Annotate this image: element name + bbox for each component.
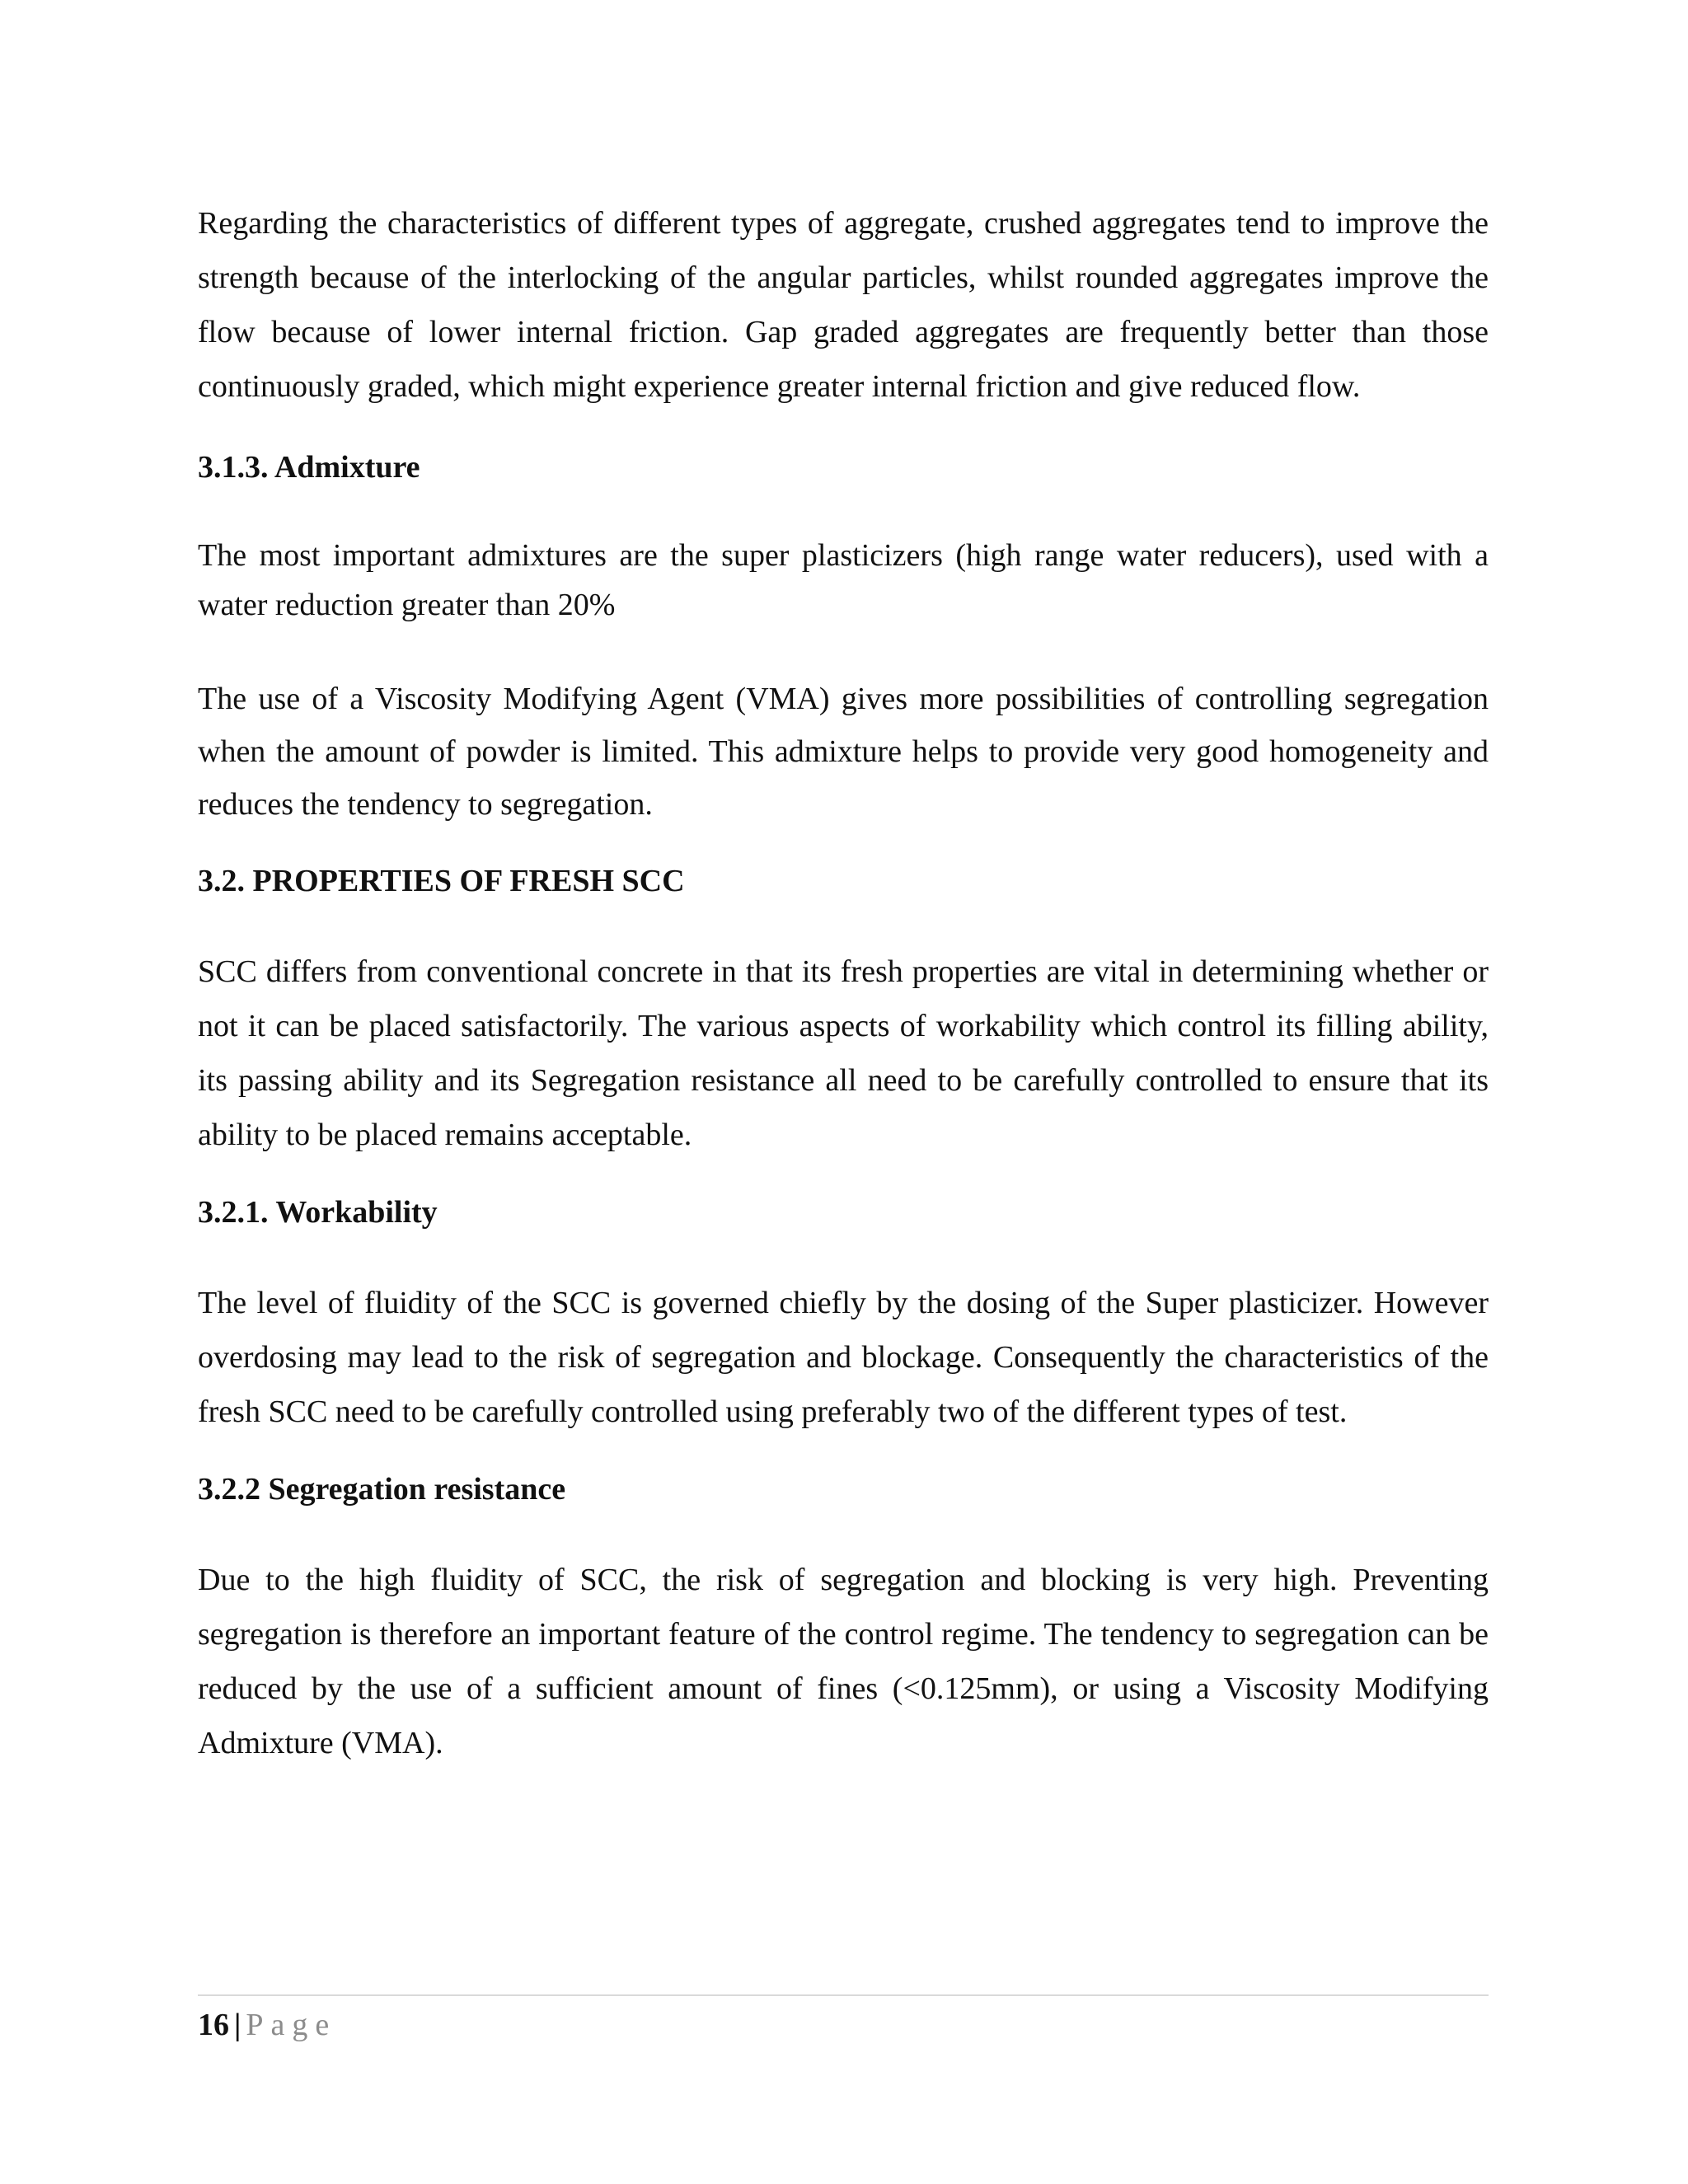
paragraph-vma: The use of a Viscosity Modifying Agent (VMA) gives more possibilities of controlling segregation when the amount of powder is limited. This admixture helps to provide very good homogeneity and reduces the tendency to segregation. xyxy=(198,682,1489,822)
section-heading-segregation-resistance: 3.2.2 Segregation resistance xyxy=(198,1472,566,1507)
page-number: 16 xyxy=(198,2008,229,2042)
section-heading-properties-fresh-scc: 3.2. PROPERTIES OF FRESH SCC xyxy=(198,864,685,898)
paragraph-super-plasticizers: The most important admixtures are the super plasticizers (high range water reducers), used with a water reduction greater than 20% xyxy=(198,538,1489,622)
footer-divider xyxy=(198,1994,1489,1996)
paragraph-segregation-resistance: Due to the high fluidity of SCC, the risk of segregation and blocking is very high. Preventing segregation is therefore an important feature of the control regime. The tendency to segregation can be reduced by the use of a sufficient amount of fines (<0.125mm), or using a Viscosity Modifying Admixture (VMA). xyxy=(198,1563,1489,1760)
page-label: Page xyxy=(246,2008,337,2042)
paragraph-workability: The level of fluidity of the SCC is governed chiefly by the dosing of the Super plasticizer. However overdosing may lead to the risk of segregation and blockage. Consequently the characteristics of the fresh SCC need to be carefully controlled using preferably two of the different types of test. xyxy=(198,1286,1489,1429)
footer-separator: | xyxy=(234,2008,241,2042)
page-footer xyxy=(198,2004,336,2046)
document-page xyxy=(198,196,1489,1770)
section-heading-admixture: 3.1.3. Admixture xyxy=(198,450,420,485)
paragraph-fresh-properties: SCC differs from conventional concrete in that its fresh properties are vital in determining whether or not it can be placed satisfactorily. The various aspects of workability which control its filling ability, its passing ability and its Segregation resistance all need to be carefully controlled to ensure that its ability to be placed remains acceptable. xyxy=(198,954,1489,1152)
section-heading-workability: 3.2.1. Workability xyxy=(198,1195,438,1230)
paragraph-aggregate-characteristics: Regarding the characteristics of different types of aggregate, crushed aggregates tend to improve the strength because of the interlocking of the angular particles, whilst rounded aggregates improve the flow because of lower internal friction. Gap graded aggregates are frequently better than those continuously graded, which might experience greater internal friction and give reduced flow. xyxy=(198,206,1489,404)
